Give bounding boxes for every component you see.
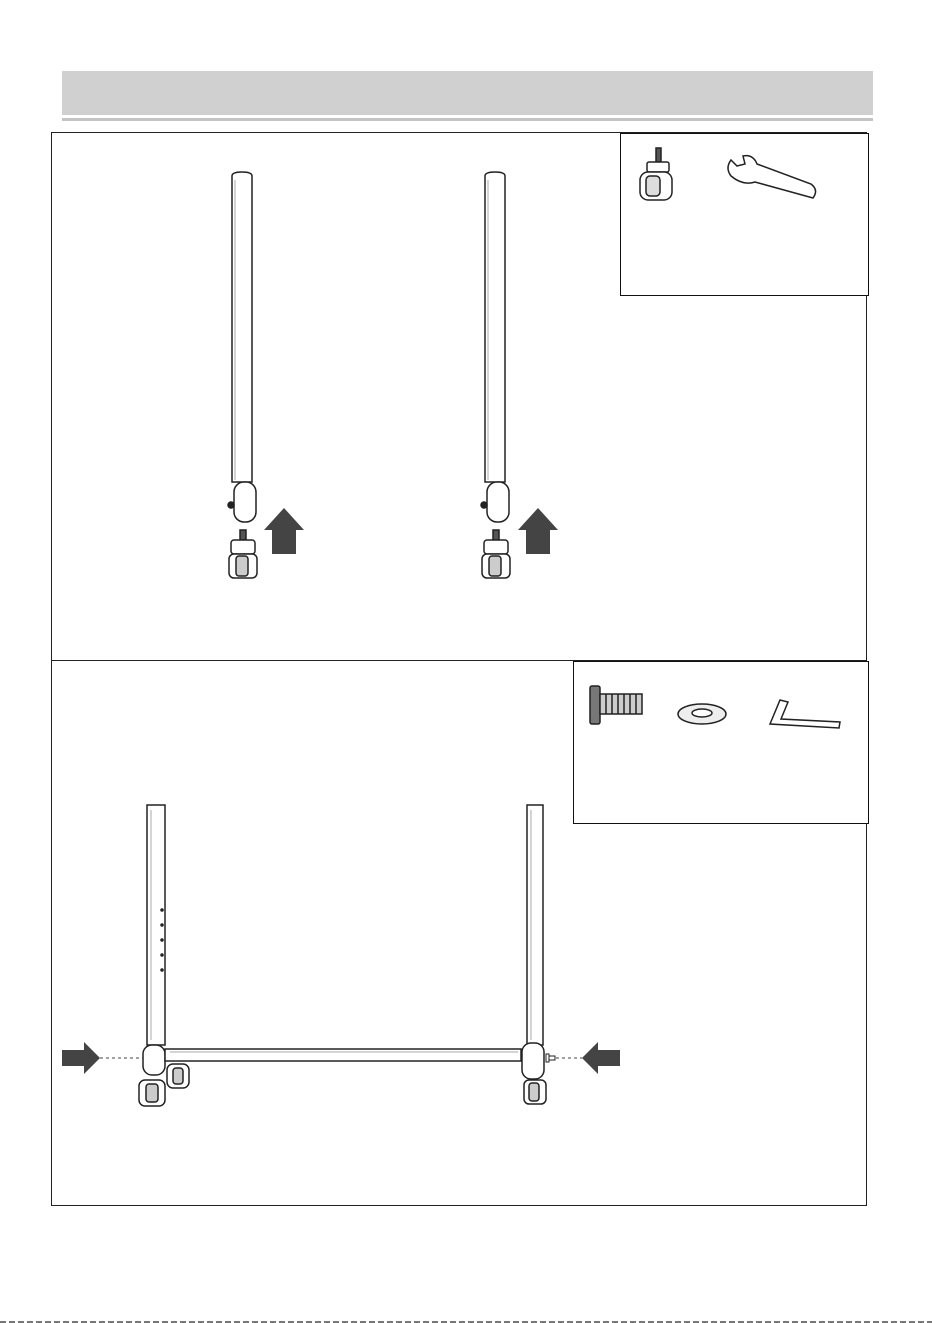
crossbar (165, 1049, 521, 1061)
bolt-small-icon (546, 1054, 555, 1062)
arrow-right-step2 (62, 1042, 100, 1074)
caster-right-step2 (524, 1080, 546, 1104)
leg-left-step2 (143, 805, 165, 1075)
arrow-left-step2 (582, 1042, 620, 1074)
leg-right-step2 (522, 805, 544, 1079)
